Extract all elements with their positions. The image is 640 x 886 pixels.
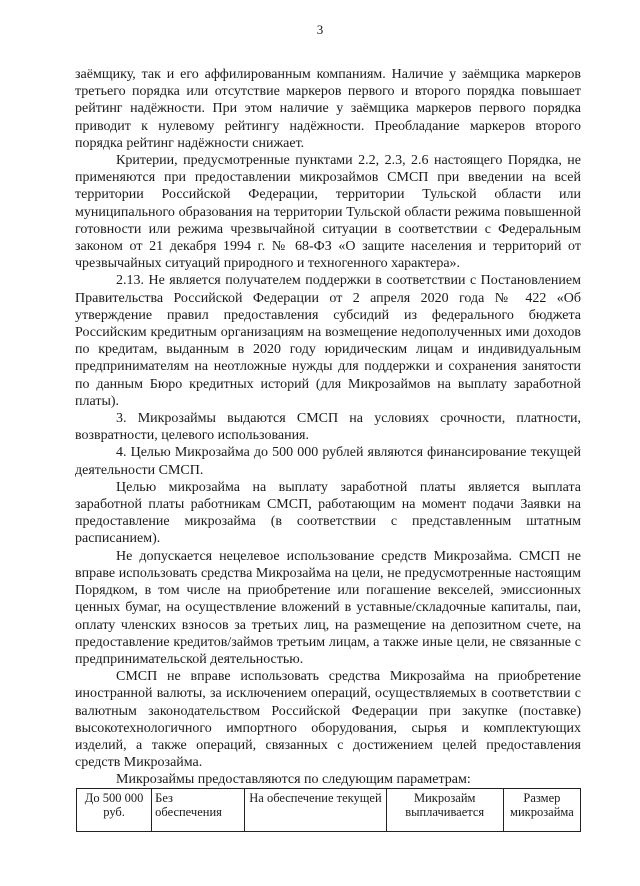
paragraph-misuse: Не допускается нецелевое использование средств Микрозайма. СМСП не вправе использовать средства Микрозайма на цели, не предусмотренные настоящим Порядком, в том числе на приобретение или погашение векселей, эмиссионных ценных бумаг, на осуществление вложений в уставные/складочные капиталы, паи, оплату членских взносов за третьих лиц, на размещение на депозитном счете, на предоставление кредитов/займов третьим лицам, а также иные цели, не связанные с предпринимательской деятельностью. (75, 548, 581, 667)
table-cell-purpose: На обеспечение текущей (245, 789, 386, 832)
document-body (75, 66, 581, 789)
table-cell-size: Размер микрозайма (503, 789, 580, 832)
paragraph-2-13: 2.13. Не является получателем поддержки в соответствии с Постановлением Правительства Российской Федерации от 2 апреля 2020 года № 422 «Об утверждение правил предоставления субсидий из федерального бюджета Российским кредитным организациям на возмещение недополученных ими доходов по кредитам, выданным в 2020 году юридическим лицам и индивидуальным предпринимателям на неотложные нужды для поддержки и сохранения занятости по данным Бюро кредитных историй (для Микрозаймов на выплату заработной платы). (75, 273, 581, 409)
table-row (77, 789, 581, 832)
paragraph-4: 4. Целью Микрозайма до 500 000 рублей являются финансирование текущей деятельности СМСП. (75, 445, 581, 478)
paragraph-3: 3. Микрозаймы выдаются СМСП на условиях срочности, платности, возвратности, целевого использования. (75, 411, 581, 444)
page-number: 3 (316, 22, 324, 37)
paragraph-currency: СМСП не вправе использовать средства Микрозайма на приобретение иностранной валюты, за исключением операций, осуществляемых в соответствии с валютным законодательством Российской Федерации при закупке (поставке) высокотехнологичного импортного оборудования, сырья и комплектующих изделий, а также операций, связанных с достижением целей предоставления средств Микрозайма. (75, 669, 581, 771)
parameters-table (76, 788, 581, 832)
paragraph-parameters: Микрозаймы предоставляются по следующим параметрам: (116, 772, 471, 788)
table-cell-amount: До 500 000 руб. (77, 789, 152, 832)
table-cell-security: Без обеспечения (152, 789, 245, 832)
paragraph-criteria: Критерии, предусмотренные пунктами 2.2, 2.3, 2.6 настоящего Порядка, не применяются при предоставлении микрозаймов СМСП при введении на всей территории Российской Федерации, территории Тульской области или муниципального образования на территории Тульской области режима повышенной готовности или режима чрезвычайной ситуации в соответствии с Федеральным законом от 21 декабря 1994 г. № 68-ФЗ «О защите населения и территорий от чрезвычайных ситуаций природного и техногенного характера». (75, 153, 581, 272)
paragraph-salary-purpose: Целью микрозайма на выплату заработной платы является выплата заработной платы работникам СМСП, работающим на момент подачи Заявки на предоставление микрозайма (в соответствии с представленным штатным расписанием). (75, 479, 581, 547)
table-cell-payment: Микрозайм выплачивается (386, 789, 503, 832)
paragraph-continuation: заёмщику, так и его аффилированным компаниям. Наличие у заёмщика маркеров третьего порядка или отсутствие маркеров первого и второго порядка повышает рейтинг надёжности. При этом наличие у заёмщика маркеров первого порядка приводит к нулевому рейтингу надёжности. Преобладание маркеров второго порядка рейтинг надёжности снижает. (75, 67, 581, 151)
